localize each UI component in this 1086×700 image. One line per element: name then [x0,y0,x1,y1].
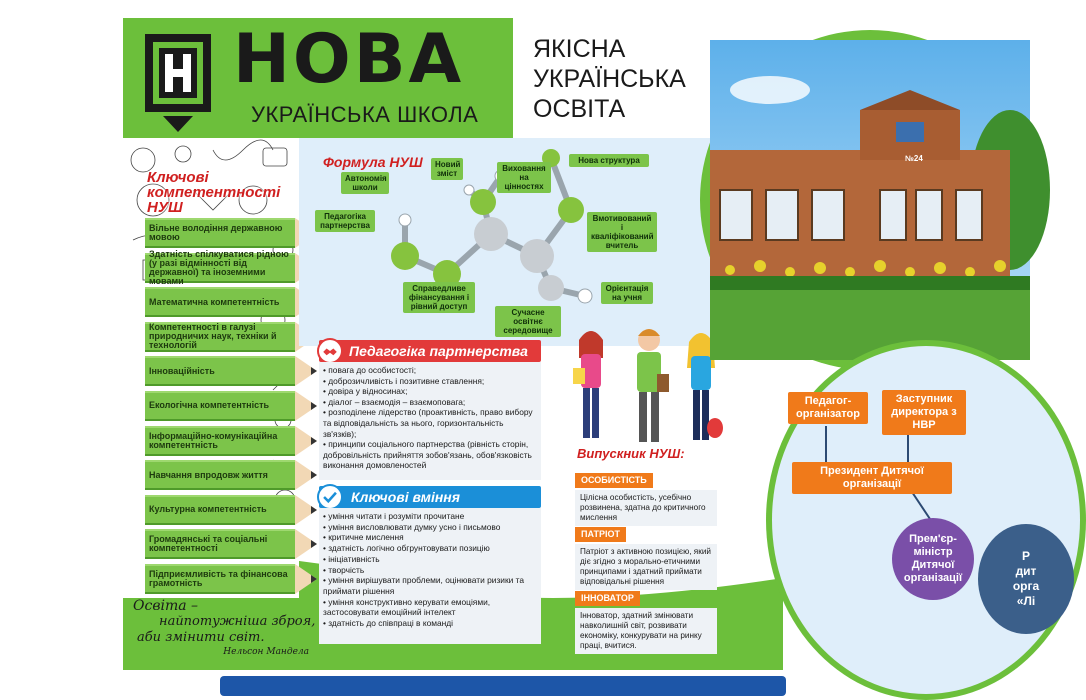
competencies-title-line: НУШ [147,199,183,216]
graduate-text: Цілісна особистість, усебічно розвинена, здатна до критичного мислення [575,490,717,526]
label-funding: Справедливе фінансування і рівний доступ [403,282,475,313]
skill-item-text: творчість [328,564,365,575]
competency-pencil [145,248,321,286]
molecule-atom [538,275,564,301]
competency-label: Здатність спілкуватися рідною (у разі відмінності від державної) та іноземними мовами [149,248,289,286]
poster [123,18,783,670]
competency-label: Вільне володіння державною мовою [149,223,283,242]
competency-label: Екологічна компетентність [149,400,270,411]
pedagogy-item-text: розподілене лідерство (проактивність, право вибору та відповідальність за нього, горизонтальність зв'язків); [323,407,533,439]
skill-item-text: уміння читати і розуміти прочитане [328,511,465,521]
bottom-bar [220,676,786,696]
org-chart [772,346,1080,694]
competencies-title [147,170,287,215]
competency-label: Інформаційно-комунікаційна компетентність [149,430,278,450]
molecule-atom [391,242,419,270]
logo-title: НОВА [233,20,465,99]
skill-item: • здатність до співпраці в команді [323,618,454,629]
skill-item-text: здатність до співпраці в команді [328,618,454,629]
label-environment: Сучасне освітнє середовище [495,306,561,337]
competency-label: Культурна компетентність [149,504,267,515]
graduate-block [575,588,717,654]
molecule-atom [399,214,411,226]
pedagogy-item: • повага до особистості; [323,365,417,375]
pencil-body [145,218,295,248]
molecule-atom [464,185,474,195]
pedagogy-item-text: повага до особистості; [328,365,417,375]
pencil-body [145,426,295,456]
formula-title: Формула НУШ [323,154,423,170]
label-motivated-teacher: Вмотивований і кваліфікований вчитель [587,212,657,252]
competencies-list [145,218,325,599]
quote-line: аби змінити світ. [137,630,265,645]
pedagogy-item: • доброзичливість і позитивне ставлення; [323,375,485,386]
competencies-title-line: Ключові [147,169,209,186]
pedagogy-panel [319,340,541,476]
pedagogy-item: • розподілене лідерство (проактивність, право вибору та відповідальність за нього, горизонтальність зв'язків); [323,407,533,439]
quote-line: найпотужніша зброя, [159,614,316,629]
pedagogy-item-text: довіра у відносинах; [328,386,408,397]
competency-label: Громадянські та соціальні компетентності [149,534,268,554]
pedagogy-item: • довіра у відносинах; [323,386,408,397]
label-values: Виховання на цінностях [497,162,551,193]
label-partnership: Педагогіка партнерства [315,210,375,232]
label-new-content: Новий зміст [431,158,463,180]
pencil-lead [311,575,317,583]
label-autonomy: Автономія школи [341,172,389,194]
competency-pencil [145,564,321,594]
pedagogy-item-text: доброзичливість і позитивне ставлення; [328,375,485,386]
skill-item-text: ініціативність [328,553,380,564]
skill-item: • уміння висловлювати думку усно і письмово [323,521,501,532]
molecule-atom [470,189,496,215]
nus-logo-icon [145,34,211,134]
competency-pencil [145,529,321,559]
competency-label: Навчання впродовж життя [149,469,268,480]
graduate-tag: ПАТРІОТ [575,527,626,542]
competency-pencil [145,495,321,525]
org-partial-text: Р [1021,549,1030,563]
quote [133,598,323,657]
pencil-lead [311,367,317,375]
pencil-lead [311,402,317,410]
skill-item: • уміння вирішувати проблеми, оцінювати ризики та приймати рішення [323,575,525,596]
molecule-atom [558,197,584,223]
competencies-title-line: компетентності [147,184,281,201]
student-girl-1 [573,331,603,438]
skill-item-text: уміння висловлювати думку усно і письмово [328,521,501,532]
pencil-body [145,248,295,286]
competency-label: Підприємливість та фінансова грамотність [149,568,288,588]
school-photo-frame [700,30,1040,370]
skill-item: • критичне мислення [323,532,404,543]
pencil-lead [311,471,317,479]
tagline-line: УКРАЇНСЬКА [533,65,686,93]
tagline-line: ОСВІТА [533,95,626,123]
pencil-lead [311,506,317,514]
graduate-tag: ОСОБИСТІСТЬ [575,473,653,488]
competency-pencil [145,287,321,317]
pedagogy-title: Педагогіка партнерства [349,343,528,359]
skill-item-text: уміння конструктивно керувати емоціями, застосовувати емоційний інтелект [323,596,491,618]
pedagogy-item-text: діалог – взаємодія – взаємоповага; [328,396,466,407]
org-circle-pm: Прем'єр-міністр Дитячої організації [892,518,974,600]
pencil-body [145,322,295,352]
pencil-body [145,529,295,559]
skill-item: • ініціативність [323,553,380,564]
pedagogy-item: • діалог – взаємодія – взаємоповага; [323,396,466,407]
pencil-body [145,495,295,525]
school-photo [710,40,1030,360]
students-illustration [569,318,729,448]
org-chart-frame [766,340,1086,700]
pencil-lead [311,437,317,445]
pencil-lead [311,540,317,548]
label-orientation: Орієнтація на учня [601,282,653,304]
quote-line: Освіта – [133,598,199,614]
competency-pencil [145,322,321,352]
pencil-body [145,356,295,386]
org-partial-text: «Лі [1016,594,1036,608]
competency-pencil [145,218,321,248]
pencil-body [145,564,295,594]
logo-subtitle: УКРАЇНСЬКА ШКОЛА [251,102,479,127]
org-box-president: Президент Дитячої організації [792,462,952,494]
skills-list [319,508,541,644]
org-circle-partial [978,524,1074,634]
student-boy [637,329,669,442]
competency-label: Інноваційність [149,365,215,376]
molecule-atom [520,239,554,273]
checkmark-icon [317,484,343,510]
building-number-sign: №24 [905,154,923,163]
org-box-organizer: Педагог-організатор [788,392,868,424]
skill-item: • здатність логічно обгрунтовувати позицію [323,543,490,554]
handshake-icon [317,338,343,364]
tagline [533,34,713,124]
graduates-title: Випускник НУШ: [577,446,685,461]
label-structure: Нова структура [569,154,649,167]
org-partial-text: орга [1012,579,1040,593]
graduate-block [575,524,717,590]
skill-item: • творчість [323,564,365,575]
pedagogy-list [319,362,541,480]
org-partial-text: дит [1015,564,1037,578]
skill-item-text: здатність логічно обгрунтовувати позицію [328,543,490,554]
skill-item: • уміння читати і розуміти прочитане [323,511,465,521]
competency-pencil [145,460,321,490]
molecule-atom [578,289,592,303]
pencil-body [145,287,295,317]
graduate-text: Інноватор, здатний змінювати навколишній світ, розвивати економіку, конкурувати на ринку праці, вчитися. [575,608,717,654]
pencil-body [145,391,295,421]
skills-panel [319,486,541,646]
skill-item-text: критичне мислення [328,532,404,543]
competency-pencil [145,356,321,386]
quote-author: Нельсон Мандела [223,647,309,657]
pencil-body [145,460,295,490]
org-box-deputy: Заступник директора з НВР [882,390,966,435]
pedagogy-item-text: принципи соціального партнерства (рівність сторін, добровільність прийняття зобов'язань, обов'язковість виконання домовленостей [323,439,532,471]
graduate-text: Патріот з активною позицією, який діє згідно з морально-етичними принципами і здатний приймати відповідальні рішення [575,544,717,590]
competency-label: Математична компетентність [149,296,280,307]
competency-label: Компетентності в галузі природничих наук, техніки й технологій [149,322,277,351]
skills-title: Ключові вміння [351,489,460,505]
skill-item-text: уміння вирішувати проблеми, оцінювати ризики та приймати рішення [323,575,525,596]
molecule-atom [474,217,508,251]
pedagogy-item: • принципи соціального партнерства (рівність сторін, добровільність прийняття зобов'язань, обов'язковість виконання домовленостей [323,439,532,471]
graduate-block [575,470,717,526]
skill-item: • уміння конструктивно керувати емоціями, застосовувати емоційний інтелект [323,596,491,618]
competency-pencil [145,391,321,421]
graduate-tag: ІННОВАТОР [575,591,640,606]
tagline-line: ЯКІСНА [533,35,626,63]
competency-pencil [145,426,321,456]
